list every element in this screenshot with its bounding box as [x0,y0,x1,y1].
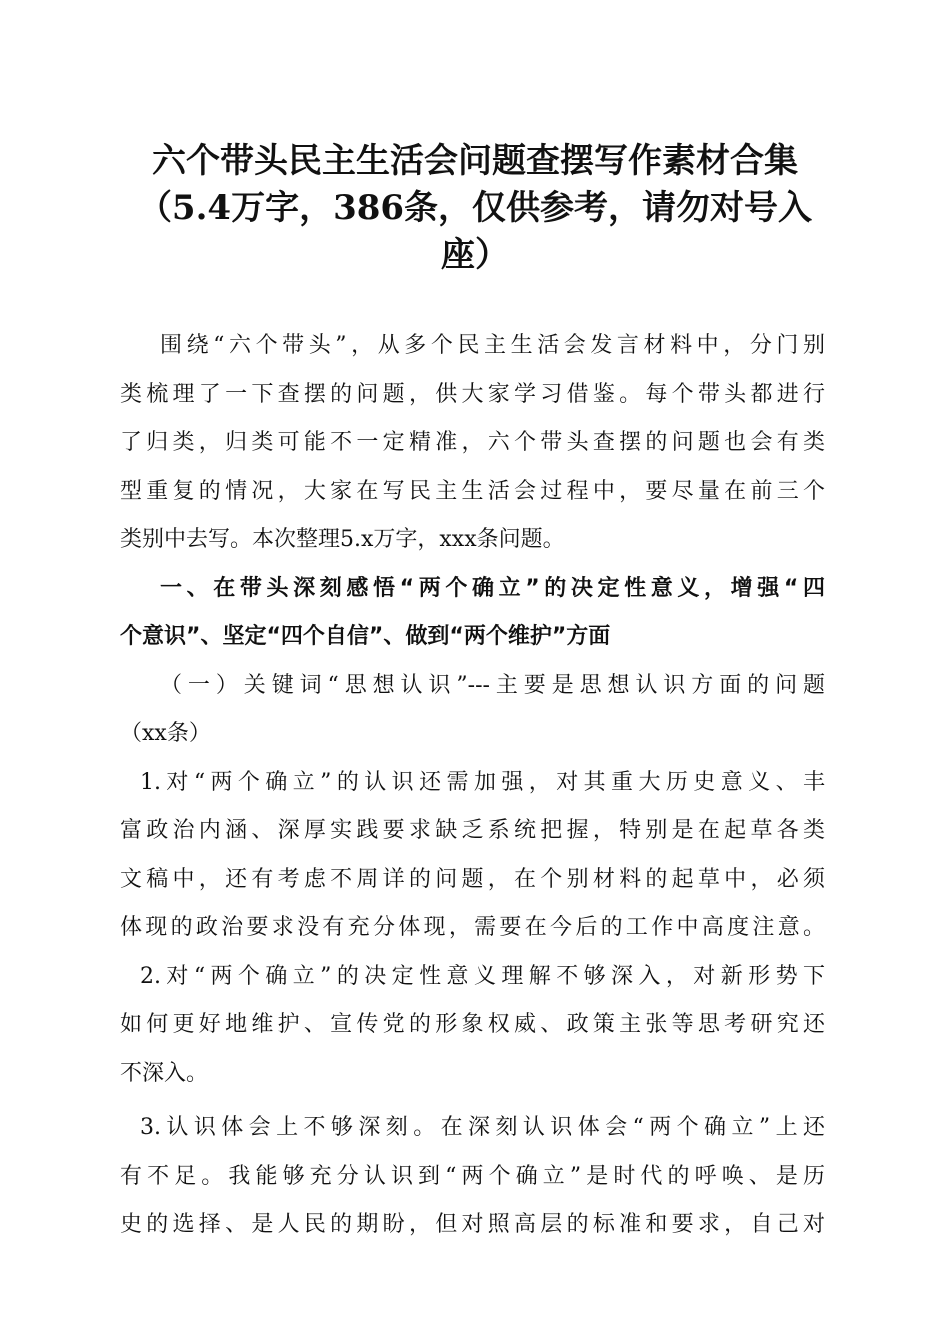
item-line: 3.认识体会上不够深刻。在深刻认识体会“两个确立”上还 [140,1115,825,1140]
intro-line: 型重复的情况，大家在写民主生活会过程中，要尽量在前三个 [120,478,825,504]
subsection-heading-line: （xx条） [120,721,211,746]
list-item [120,759,825,953]
document-body [120,322,825,1250]
item-line: 有不足。我能够充分认识到“两个确立”是时代的呼唤、是历 [120,1163,825,1189]
section-heading-line: 个意识”、坚定“四个自信”、做到“两个维护”方面 [120,624,611,649]
title-line-2: （5.4万字，386条，仅供参考，请勿对号入 [137,188,813,228]
intro-line: 了归类，归类可能不一定精准，六个带头查摆的问题也会有类 [120,430,825,455]
section-heading [120,565,825,662]
item-line: 2.对“两个确立”的决定性意义理解不够深入，对新形势下 [140,963,825,989]
document-title [110,138,840,279]
item-line: 不深入。 [120,1060,209,1086]
list-item [120,1104,825,1250]
item-line: 富政治内涵、深厚实践要求缺乏系统把握，特别是在起草各类 [120,818,825,843]
section-heading-line: 一、在带头深刻感悟“两个确立”的决定性意义，增强“四 [160,575,825,601]
intro-line: 类别中去写。本次整理5.x万字，xxx条问题。 [120,527,565,552]
item-line: 体现的政治要求没有充分体现，需要在今后的工作中高度注意。 [120,915,825,940]
intro-line: 围绕“六个带头”，从多个民主生活会发言材料中，分门别 [160,333,825,358]
item-line: 如何更好地维护、宣传党的形象权威、政策主张等思考研究还 [120,1012,825,1037]
title-line-1: 六个带头民主生活会问题查摆写作素材合集 [152,141,798,181]
title-line-3: 座） [441,235,509,275]
item-line: 史的选择、是人民的期盼，但对照高层的标准和要求，自己对 [120,1212,825,1237]
subsection-heading [120,662,825,759]
subsection-heading-line: （一）关键词“思想认识”---主要是思想认识方面的问题 [160,672,825,698]
intro-paragraph [120,322,825,565]
item-line: 文稿中，还有考虑不周详的问题，在个别材料的起草中，必须 [120,866,825,892]
list-item [120,953,825,1099]
intro-line: 类梳理了一下查摆的问题，供大家学习借鉴。每个带头都进行 [120,381,825,407]
item-line: 1.对“两个确立”的认识还需加强，对其重大历史意义、丰 [140,769,825,795]
